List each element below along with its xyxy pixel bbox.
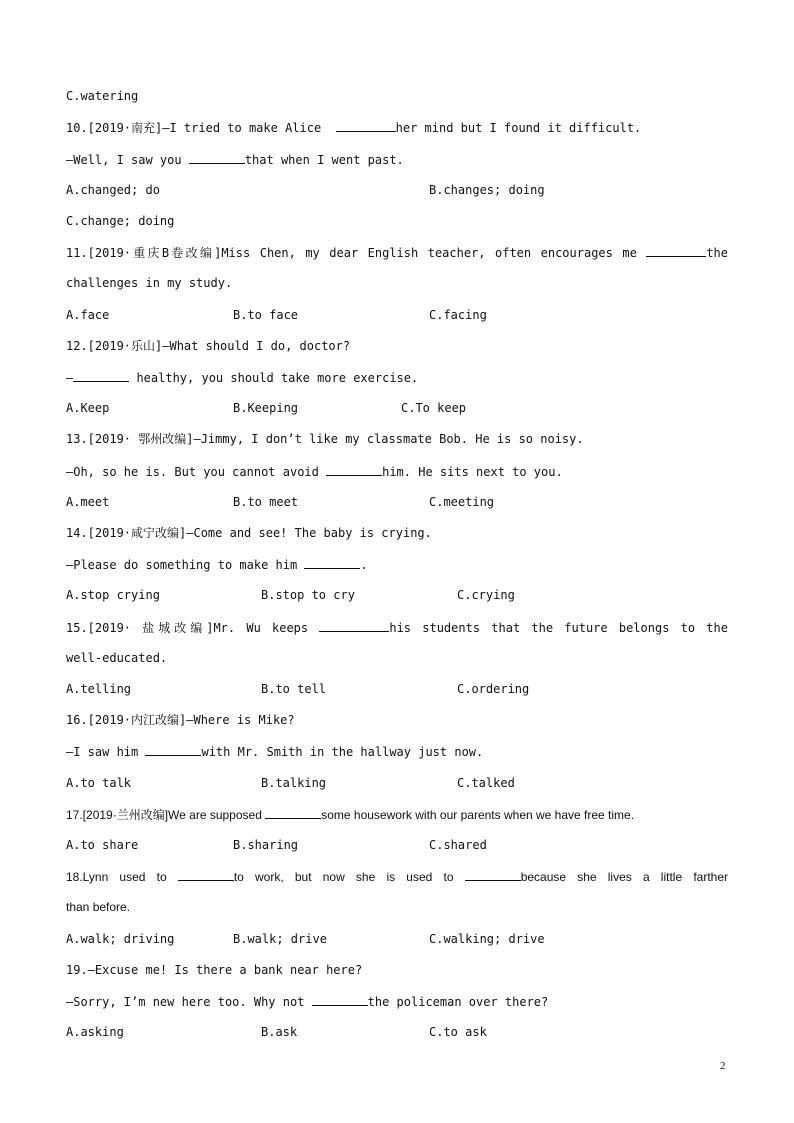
question-text: —Sorry, I’m new here too. Why not [66,995,312,1009]
option-b: B.to face [233,308,299,322]
question-text: the [706,246,728,260]
question-text: him. He sits next to you. [382,465,563,479]
answer-blank [145,744,201,756]
question-12-reply [66,370,418,384]
question-11 [66,245,728,259]
option-a: A.meet [66,495,110,509]
answer-blank [189,152,245,164]
option-a: A.face [66,308,110,322]
question-18 [66,869,728,883]
option-a: A.to share [66,838,139,852]
question-text: his students that the future belongs to the [389,621,728,635]
option-a: A.walk; driving [66,932,175,946]
question-text: the policeman over there? [367,995,549,1009]
option-c: C.facing [429,308,487,322]
option-c: C.walking; drive [429,932,545,946]
answer-blank [336,120,396,132]
answer-blank [312,994,368,1006]
question-text: her mind but I found it difficult. [395,121,642,135]
question-text: . [360,558,368,572]
question-17 [66,807,634,821]
option-c: C.crying [457,588,515,602]
option-b: B.walk; drive [233,932,327,946]
question-text: — [66,371,74,385]
question-10 [66,120,641,134]
answer-blank [265,807,321,819]
option-c: C.change; doing [66,214,175,228]
option-a: A.stop crying [66,588,160,602]
question-10-reply [66,152,404,166]
option-b: B.ask [261,1025,298,1039]
option-c: C.talked [457,776,515,790]
question-16-reply [66,744,483,758]
question-text: —Oh, so he is. But you cannot avoid [66,465,327,479]
question-text: that when I went past. [244,153,404,167]
question-text: healthy, you should take more exercise. [129,371,419,385]
question-15 [66,620,728,634]
option-b: B.stop to cry [261,588,355,602]
question-14-reply [66,557,368,571]
option-c: C.ordering [457,682,530,696]
option-b: B.to meet [233,495,299,509]
option-line: C.watering [66,89,139,103]
option-b: B.talking [261,776,327,790]
option-a: A.telling [66,682,132,696]
question-11-continued: challenges in my study. [66,276,233,290]
option-c: C.to ask [429,1025,487,1039]
answer-blank [304,557,360,569]
option-c: C.To keep [401,401,467,415]
question-text: 10.[2019·南充]—I tried to make Alice [66,121,336,135]
question-19: 19.—Excuse me! Is there a bank near here? [66,963,363,977]
option-c: C.meeting [429,495,495,509]
option-b: B.sharing [233,838,299,852]
answer-blank [646,245,706,257]
question-text: 15.[2019· 盐城改编]Mr. Wu keeps [66,621,320,635]
question-text: because she lives a little farther [520,870,728,884]
question-text: 11.[2019·重庆B卷改编]Miss Chen, my dear English teacher, often encourages me [66,246,647,260]
question-text: —Well, I saw you [66,153,189,167]
option-a: A.to talk [66,776,132,790]
option-b: B.to tell [261,682,327,696]
question-text: —I saw him [66,745,146,759]
option-a: A.changed; do [66,183,160,197]
question-text: 18.Lynn used to [66,870,178,884]
answer-blank [319,620,389,632]
question-12: 12.[2019·乐山]—What should I do, doctor? [66,339,351,353]
question-text: with Mr. Smith in the hallway just now. [201,745,484,759]
option-b: B.Keeping [233,401,299,415]
question-19-reply [66,994,548,1008]
option-a: A.asking [66,1025,124,1039]
question-14: 14.[2019·咸宁改编]—Come and see! The baby is crying. [66,526,432,540]
question-18-continued: than before. [66,900,131,914]
page-number: 2 [720,1060,726,1072]
question-13: 13.[2019· 鄂州改编]—Jimmy, I don’t like my classmate Bob. He is so noisy. [66,432,584,446]
option-a: A.Keep [66,401,110,415]
answer-blank [326,464,382,476]
option-c: C.shared [429,838,487,852]
answer-blank [178,869,234,881]
question-16: 16.[2019·内江改编]—Where is Mike? [66,713,295,727]
question-text: —Please do something to make him [66,558,305,572]
answer-blank [73,370,129,382]
answer-blank [465,869,521,881]
question-text: to work, but now she is used to [233,870,465,884]
question-15-continued: well-educated. [66,651,168,665]
question-text: 17.[2019·兰州改编]We are supposed [66,808,266,822]
question-text: some housework with our parents when we have free time. [321,808,635,822]
question-13-reply [66,464,563,478]
option-b: B.changes; doing [429,183,545,197]
